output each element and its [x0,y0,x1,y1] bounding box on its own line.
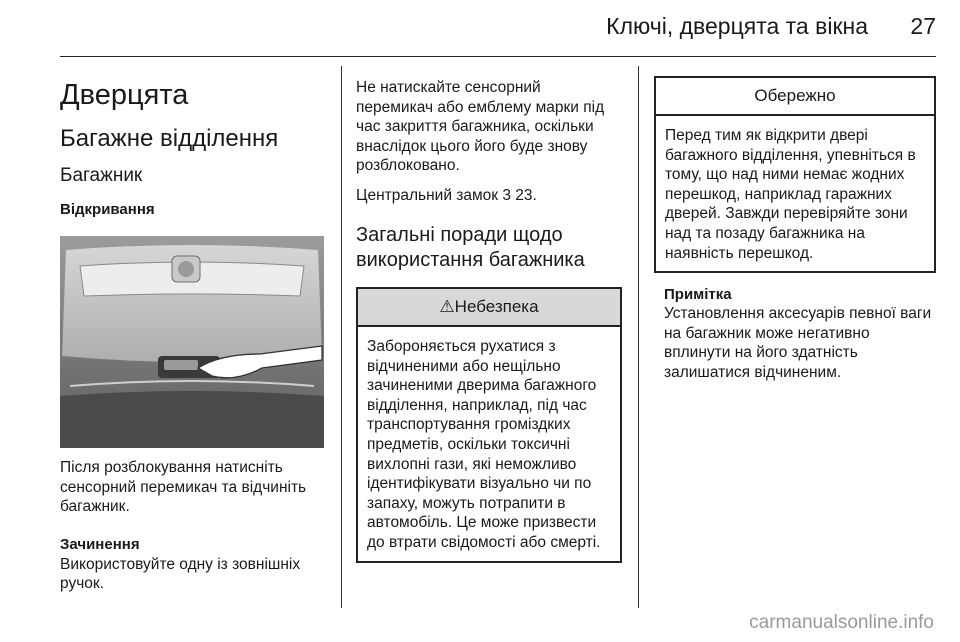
note-text: Установлення аксесуарів певної ваги на багажник може негативно вплинути на його здатність залишатися відчиненим. [664,305,932,381]
note-label: Примітка [664,286,732,304]
subsection-title: Багажне відділення [60,125,279,152]
caution-text: Перед тим як відкрити двері багажного відділення, упевніться в тому, що над ними немає жодних перешкод, наприклад гаражних дверей. Завжди перевіряйте зони над та позаду багажника на наявність перешкод. [665,127,916,262]
column-2 [356,66,622,563]
header-title: Ключі, дверцята та вікна [606,13,868,39]
tailgate-illustration [60,236,324,448]
warning-triangle-icon: ⚠ [439,297,455,316]
paragraph: Не натискайте сенсорний перемикач або емблему марки під час закриття багажника, оскільки внаслідок цього його буде знову розблоковано. [356,79,605,174]
closing-heading: Зачинення [60,535,140,553]
header-rule [60,56,936,57]
danger-text: Забороняється рухатися з відчиненими або нещільно зачиненими дверима багажного відділення, наприклад, під час транспортування громіздких предметів, оскільки токсичні вихлопні гази, які неможливо ідентифікувати візуально чи по запаху, можуть потрапити в автомобіль. Це може призвести до втрати свідомості або смерті. [367,338,601,551]
column-1 [60,66,324,594]
note [654,285,936,382]
caution-box [654,76,936,273]
subheading: Багажник [60,165,143,186]
danger-box-header [358,289,620,327]
danger-box [356,287,622,563]
caution-title: Обережно [656,78,934,116]
opening-heading: Відкривання [60,201,155,218]
watermark: carmanualsonline.info [749,612,934,633]
page-number: 27 [910,13,936,39]
paragraph: Використовуйте одну із зовнішніх ручок. [60,555,301,592]
column-divider [341,66,342,608]
subsection-title: Загальні поради щодо використання багажника [356,224,585,271]
danger-title: Небезпека [454,297,539,316]
paragraph: Після розблокування натисніть сенсорний перемикач та відчиніть багажник. [60,459,307,515]
column-divider [638,66,639,608]
section-title: Дверцята [60,79,189,111]
cross-reference: Центральний замок 3 23. [356,186,537,204]
column-3 [654,66,936,382]
